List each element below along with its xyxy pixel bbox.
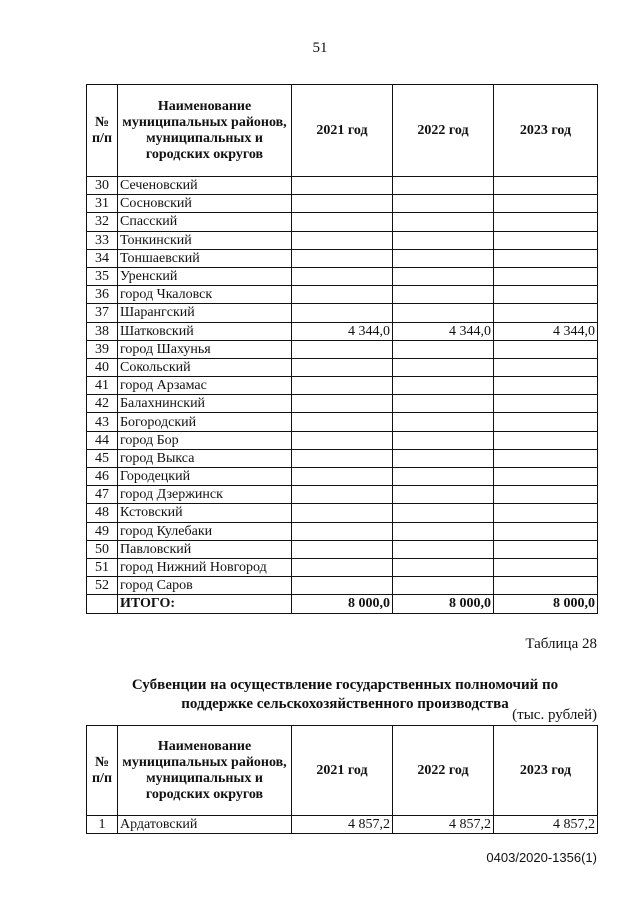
value-2022 bbox=[393, 395, 494, 413]
row-number: 39 bbox=[87, 340, 118, 358]
table-row bbox=[87, 468, 598, 486]
row-name: город Шахунья bbox=[118, 340, 292, 358]
section-title: Субвенции на осуществление государственных полномочий по поддержке сельскохозяйственного производства bbox=[131, 677, 559, 712]
row-name: город Чкаловск bbox=[118, 286, 292, 304]
value-2021 bbox=[292, 449, 393, 467]
row-number: 46 bbox=[87, 468, 118, 486]
value-2022: 4 344,0 bbox=[393, 322, 494, 340]
page-number: 51 bbox=[312, 40, 328, 56]
value-2021 bbox=[292, 558, 393, 576]
row-name: Шатковский bbox=[118, 322, 292, 340]
header-number: № п/п bbox=[87, 726, 118, 816]
value-2023 bbox=[494, 486, 598, 504]
value-2023 bbox=[494, 231, 598, 249]
value-2021 bbox=[292, 468, 393, 486]
row-name: Ардатовский bbox=[118, 816, 292, 834]
row-number: 43 bbox=[87, 413, 118, 431]
table-row bbox=[87, 340, 598, 358]
row-name: Балахнинский bbox=[118, 395, 292, 413]
value-2021 bbox=[292, 377, 393, 395]
value-2022 bbox=[393, 213, 494, 231]
row-number: 51 bbox=[87, 558, 118, 576]
value-2022 bbox=[393, 377, 494, 395]
row-number: 38 bbox=[87, 322, 118, 340]
row-name: Сокольский bbox=[118, 358, 292, 376]
value-2022 bbox=[393, 522, 494, 540]
row-number: 36 bbox=[87, 286, 118, 304]
row-name: Богородский bbox=[118, 413, 292, 431]
value-2021: 4 857,2 bbox=[292, 816, 393, 834]
value-2021 bbox=[292, 249, 393, 267]
row-name: город Бор bbox=[118, 431, 292, 449]
table-label: Таблица 28 bbox=[525, 636, 597, 652]
table-row bbox=[87, 449, 598, 467]
value-2022 bbox=[393, 177, 494, 195]
value-2021: 4 344,0 bbox=[292, 322, 393, 340]
value-2021 bbox=[292, 195, 393, 213]
table-row bbox=[87, 816, 598, 834]
total-row bbox=[87, 595, 598, 614]
value-2022 bbox=[393, 486, 494, 504]
row-number: 52 bbox=[87, 577, 118, 595]
row-number: 47 bbox=[87, 486, 118, 504]
table-row bbox=[87, 577, 598, 595]
header-name: Наименование муниципальных районов, муниципальных и городских округов bbox=[118, 726, 292, 816]
total-2022: 8 000,0 bbox=[393, 595, 494, 614]
value-2022 bbox=[393, 231, 494, 249]
value-2023 bbox=[494, 267, 598, 285]
value-2021 bbox=[292, 504, 393, 522]
row-number: 50 bbox=[87, 540, 118, 558]
value-2021 bbox=[292, 358, 393, 376]
value-2021 bbox=[292, 286, 393, 304]
header-2021: 2021 год bbox=[292, 726, 393, 816]
value-2022 bbox=[393, 577, 494, 595]
table-row bbox=[87, 231, 598, 249]
value-2023 bbox=[494, 340, 598, 358]
value-2021 bbox=[292, 486, 393, 504]
value-2021 bbox=[292, 177, 393, 195]
value-2021 bbox=[292, 340, 393, 358]
row-name: город Арзамас bbox=[118, 377, 292, 395]
row-number: 40 bbox=[87, 358, 118, 376]
table-row bbox=[87, 377, 598, 395]
row-number: 30 bbox=[87, 177, 118, 195]
row-number: 41 bbox=[87, 377, 118, 395]
header-2023: 2023 год bbox=[494, 726, 598, 816]
agriculture-subsidy-table bbox=[86, 725, 598, 834]
row-name: Спасский bbox=[118, 213, 292, 231]
value-2023 bbox=[494, 213, 598, 231]
table-row bbox=[87, 522, 598, 540]
value-2023 bbox=[494, 304, 598, 322]
value-2023: 4 857,2 bbox=[494, 816, 598, 834]
subsidy-table-continued bbox=[86, 84, 598, 614]
table-row bbox=[87, 322, 598, 340]
table-row bbox=[87, 558, 598, 576]
header-2023: 2023 год bbox=[494, 85, 598, 177]
value-2022 bbox=[393, 413, 494, 431]
value-2023: 4 344,0 bbox=[494, 322, 598, 340]
row-name: Шарангский bbox=[118, 304, 292, 322]
header-2022: 2022 год bbox=[393, 85, 494, 177]
value-2021 bbox=[292, 267, 393, 285]
value-2023 bbox=[494, 177, 598, 195]
row-name: город Кулебаки bbox=[118, 522, 292, 540]
row-number: 32 bbox=[87, 213, 118, 231]
row-number: 49 bbox=[87, 522, 118, 540]
value-2021 bbox=[292, 213, 393, 231]
row-name: Тонкинский bbox=[118, 231, 292, 249]
value-2022 bbox=[393, 195, 494, 213]
table-row bbox=[87, 286, 598, 304]
table-row bbox=[87, 504, 598, 522]
total-2021: 8 000,0 bbox=[292, 595, 393, 614]
table-row bbox=[87, 267, 598, 285]
value-2022 bbox=[393, 540, 494, 558]
total-label: ИТОГО: bbox=[118, 595, 292, 614]
row-number: 42 bbox=[87, 395, 118, 413]
row-name: город Саров bbox=[118, 577, 292, 595]
row-number: 31 bbox=[87, 195, 118, 213]
table-row bbox=[87, 395, 598, 413]
value-2022 bbox=[393, 449, 494, 467]
value-2022 bbox=[393, 431, 494, 449]
value-2022 bbox=[393, 304, 494, 322]
value-2023 bbox=[494, 395, 598, 413]
value-2021 bbox=[292, 540, 393, 558]
table-row bbox=[87, 540, 598, 558]
value-2023 bbox=[494, 504, 598, 522]
value-2022 bbox=[393, 468, 494, 486]
value-2023 bbox=[494, 558, 598, 576]
table-row bbox=[87, 413, 598, 431]
row-number: 1 bbox=[87, 816, 118, 834]
value-2023 bbox=[494, 195, 598, 213]
value-2022 bbox=[393, 267, 494, 285]
value-2022 bbox=[393, 504, 494, 522]
row-name: город Выкса bbox=[118, 449, 292, 467]
row-name: Тоншаевский bbox=[118, 249, 292, 267]
row-name: Сеченовский bbox=[118, 177, 292, 195]
table-row bbox=[87, 304, 598, 322]
value-2021 bbox=[292, 395, 393, 413]
row-name: Уренский bbox=[118, 267, 292, 285]
header-2022: 2022 год bbox=[393, 726, 494, 816]
row-name: город Дзержинск bbox=[118, 486, 292, 504]
row-number: 44 bbox=[87, 431, 118, 449]
value-2021 bbox=[292, 231, 393, 249]
value-2021 bbox=[292, 431, 393, 449]
row-name: Кстовский bbox=[118, 504, 292, 522]
row-number: 48 bbox=[87, 504, 118, 522]
value-2022 bbox=[393, 340, 494, 358]
value-2021 bbox=[292, 522, 393, 540]
table-row bbox=[87, 213, 598, 231]
value-2022: 4 857,2 bbox=[393, 816, 494, 834]
value-2023 bbox=[494, 449, 598, 467]
value-2022 bbox=[393, 249, 494, 267]
row-number: 35 bbox=[87, 267, 118, 285]
table-row bbox=[87, 177, 598, 195]
unit-note: (тыс. рублей) bbox=[512, 707, 597, 723]
document-code: 0403/2020-1356(1) bbox=[486, 850, 597, 865]
value-2022 bbox=[393, 358, 494, 376]
table-row bbox=[87, 486, 598, 504]
value-2023 bbox=[494, 358, 598, 376]
value-2023 bbox=[494, 522, 598, 540]
row-number: 34 bbox=[87, 249, 118, 267]
value-2023 bbox=[494, 377, 598, 395]
value-2021 bbox=[292, 577, 393, 595]
row-number: 37 bbox=[87, 304, 118, 322]
row-number: 33 bbox=[87, 231, 118, 249]
value-2023 bbox=[494, 468, 598, 486]
value-2022 bbox=[393, 286, 494, 304]
header-2021: 2021 год bbox=[292, 85, 393, 177]
value-2021 bbox=[292, 304, 393, 322]
value-2022 bbox=[393, 558, 494, 576]
row-number: 45 bbox=[87, 449, 118, 467]
value-2023 bbox=[494, 286, 598, 304]
table-row bbox=[87, 195, 598, 213]
value-2023 bbox=[494, 540, 598, 558]
table-row bbox=[87, 249, 598, 267]
table-row bbox=[87, 358, 598, 376]
value-2021 bbox=[292, 413, 393, 431]
header-number: № п/п bbox=[87, 85, 118, 177]
value-2023 bbox=[494, 413, 598, 431]
value-2023 bbox=[494, 431, 598, 449]
row-name: Сосновский bbox=[118, 195, 292, 213]
value-2023 bbox=[494, 249, 598, 267]
row-name: Павловский bbox=[118, 540, 292, 558]
total-2023: 8 000,0 bbox=[494, 595, 598, 614]
table-row bbox=[87, 431, 598, 449]
row-name: Городецкий bbox=[118, 468, 292, 486]
value-2023 bbox=[494, 577, 598, 595]
row-name: город Нижний Новгород bbox=[118, 558, 292, 576]
header-name: Наименование муниципальных районов, муниципальных и городских округов bbox=[118, 85, 292, 177]
